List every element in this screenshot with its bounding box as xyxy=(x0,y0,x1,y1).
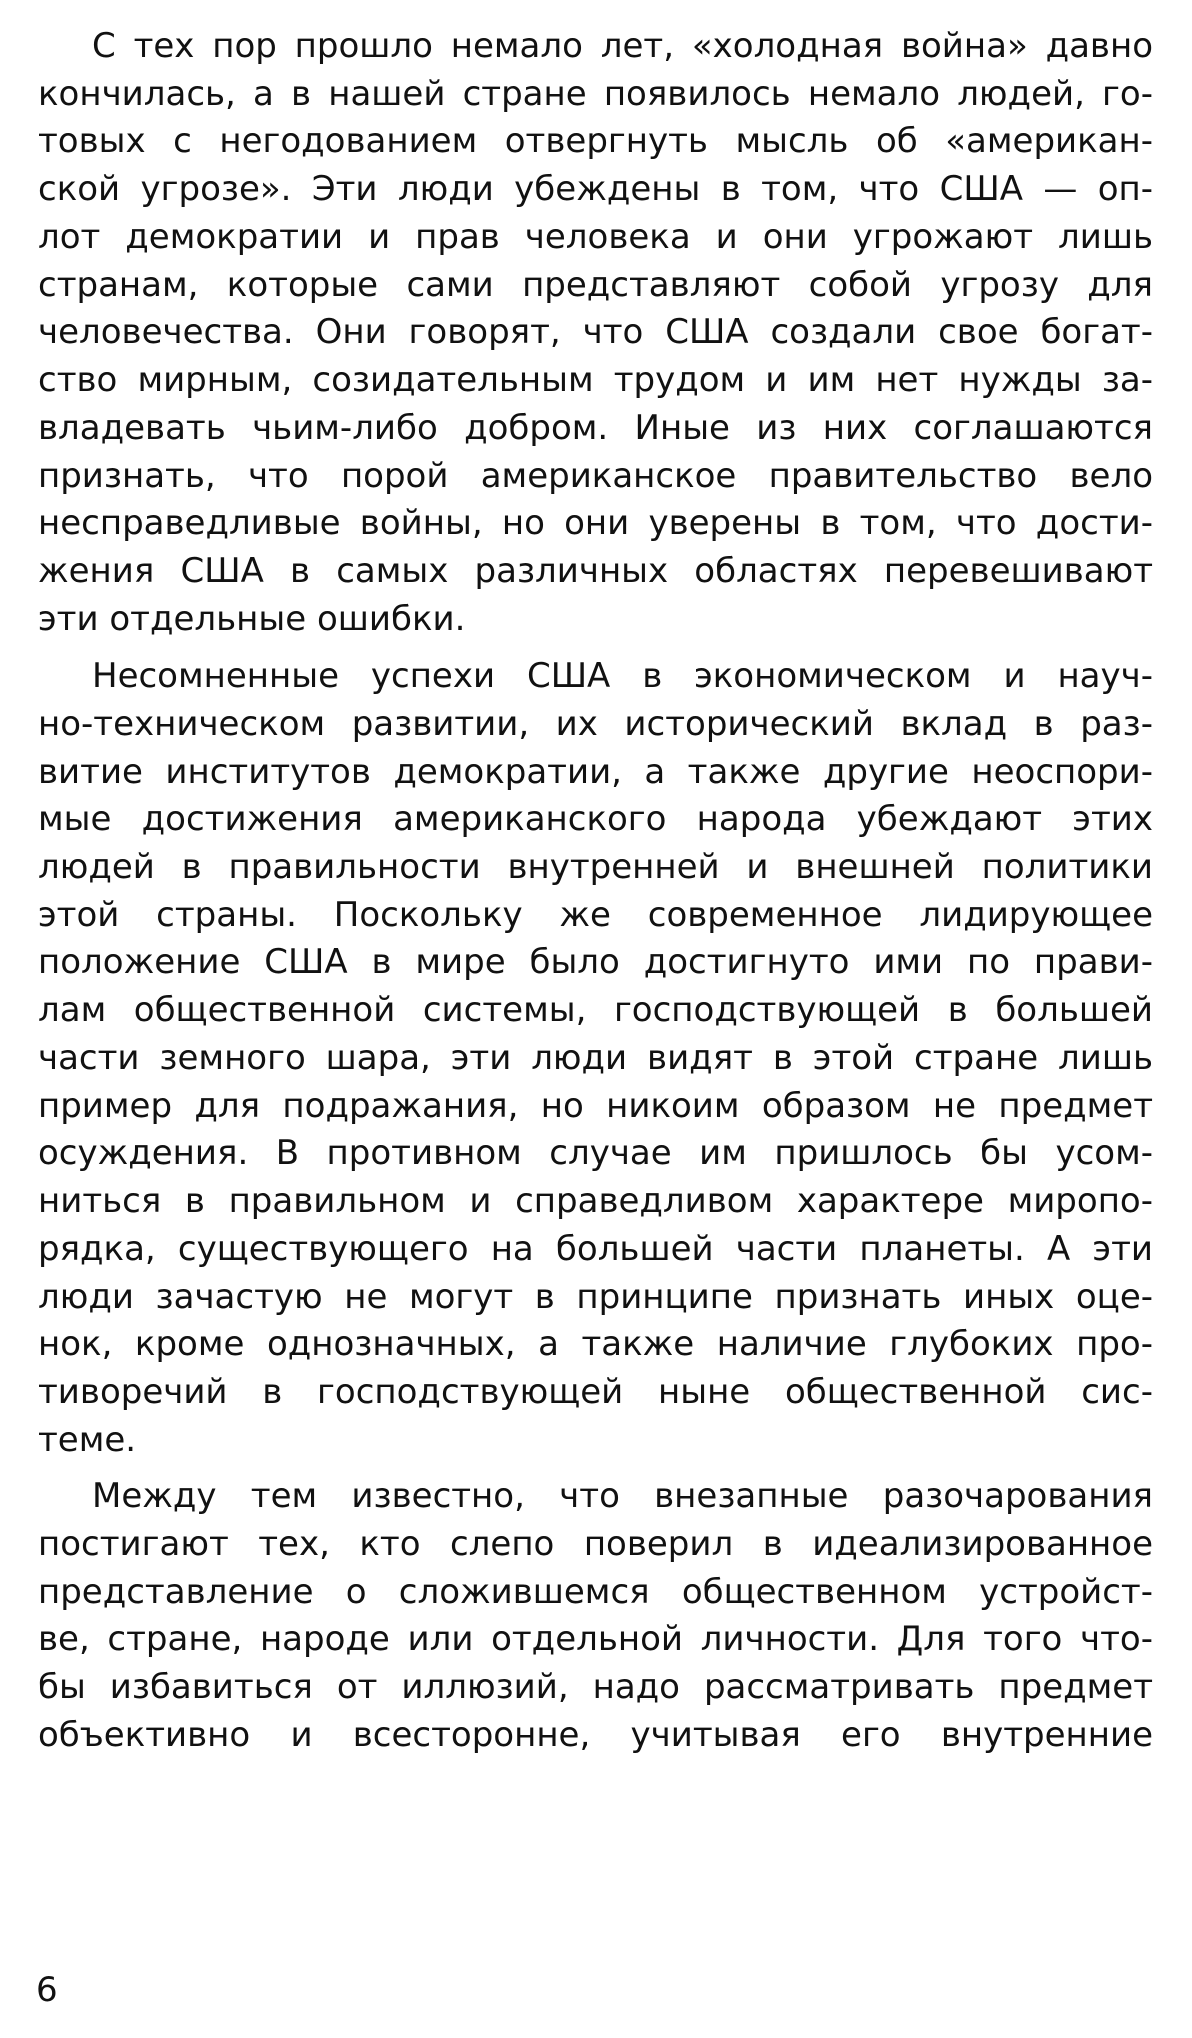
paragraph-2-line-11: осуждения. В противном случае им пришлось бы усом- xyxy=(38,1133,1153,1173)
paragraph-1-line-8: ство мирным, созидательным трудом и им нет нужды за- xyxy=(38,360,1153,400)
paragraph-2-line-3: витие институтов демократии, а также другие неоспори- xyxy=(38,752,1153,792)
paragraph-1-line-5: лот демократии и прав человека и они угрожают лишь xyxy=(38,217,1153,257)
paragraph-2-line-16: тиворечий в господствующей ныне общественной сис- xyxy=(38,1372,1153,1412)
paragraph-1-line-6: странам, которые сами представляют собой угрозу для xyxy=(38,265,1153,305)
paragraph-2-line-2: но-техническом развитии, их исторический вклад в раз- xyxy=(38,704,1153,744)
paragraph-1-line-9: владевать чьим-либо добром. Иные из них соглашаются xyxy=(38,408,1153,448)
paragraph-2-line-15: нок, кроме однозначных, а также наличие глубоких про- xyxy=(38,1324,1153,1364)
paragraph-2-line-17: теме. xyxy=(38,1420,137,1460)
paragraph-2-line-6: этой страны. Поскольку же современное лидирующее xyxy=(38,895,1153,935)
paragraph-1-line-11: несправедливые войны, но они уверены в том, что дости- xyxy=(38,503,1153,543)
paragraph-2-line-4: мые достижения американского народа убеждают этих xyxy=(38,799,1153,839)
paragraph-3-line-2: постигают тех, кто слепо поверил в идеализированное xyxy=(38,1524,1153,1564)
paragraph-1-line-10: признать, что порой американское правительство вело xyxy=(38,456,1153,496)
paragraph-2-line-9: части земного шара, эти люди видят в этой стране лишь xyxy=(38,1038,1153,1078)
paragraph-3-line-6: объективно и всесторонне, учитывая его внутренние xyxy=(38,1715,1153,1755)
paragraph-2-line-10: пример для подражания, но никоим образом не предмет xyxy=(38,1086,1153,1126)
paragraph-2-line-1: Несомненные успехи США в экономическом и науч- xyxy=(92,656,1153,696)
paragraph-2-line-14: люди зачастую не могут в принципе признать иных оце- xyxy=(38,1277,1153,1317)
paragraph-3-line-1: Между тем известно, что внезапные разочарования xyxy=(92,1476,1153,1516)
paragraph-1-line-4: ской угрозе». Эти люди убеждены в том, что США — оп- xyxy=(38,169,1153,209)
page-number: 6 xyxy=(36,1970,58,2010)
paragraph-2-line-12: ниться в правильном и справедливом характере миропо- xyxy=(38,1181,1153,1221)
paragraph-2-line-13: рядка, существующего на большей части планеты. А эти xyxy=(38,1229,1153,1269)
paragraph-1-line-7: человечества. Они говорят, что США создали свое богат- xyxy=(38,312,1153,352)
paragraph-1-line-12: жения США в самых различных областях перевешивают xyxy=(38,551,1153,591)
paragraph-3-line-5: бы избавиться от иллюзий, надо рассматривать предмет xyxy=(38,1667,1153,1707)
paragraph-1-line-13: эти отдельные ошибки. xyxy=(38,599,466,639)
paragraph-1-line-2: кончилась, а в нашей стране появилось немало людей, го- xyxy=(38,74,1153,114)
paragraph-3-line-3: представление о сложившемся общественном устройст- xyxy=(38,1572,1153,1612)
paragraph-1-line-3: товых с негодованием отвергнуть мысль об «американ- xyxy=(38,121,1153,161)
paragraph-2-line-8: лам общественной системы, господствующей в большей xyxy=(38,990,1153,1030)
paragraph-3-line-4: ве, стране, народе или отдельной личности. Для того что- xyxy=(38,1619,1153,1659)
paragraph-2-line-7: положение США в мире было достигнуто ими по прави- xyxy=(38,942,1153,982)
paragraph-2-line-5: людей в правильности внутренней и внешней политики xyxy=(38,847,1153,887)
paragraph-1-line-1: С тех пор прошло немало лет, «холодная война» давно xyxy=(92,26,1153,66)
